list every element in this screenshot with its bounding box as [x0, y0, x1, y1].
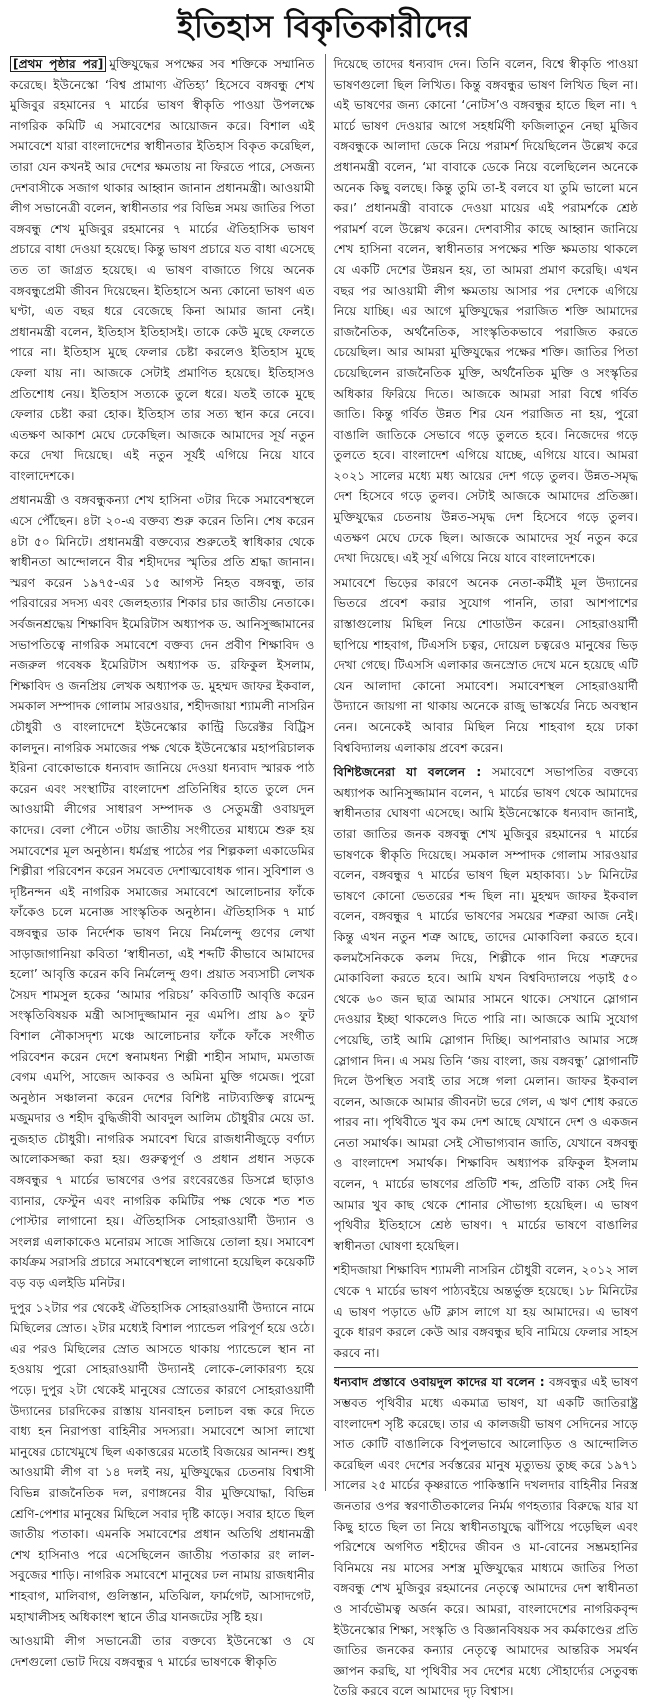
paragraph: দিয়েছে তাদের ধন্যবাদ দেন। তিনি বলেন, বিশ্বে স্বীকৃতি পাওয়া ভাষণগুলো ছিল লিখিত। কিন্তু বঙ্গবন্ধুর ভাষণ লিখিত ছিল না। এই ভাষণের জন্য কোনো ‘নোটস’ও বঙ্গবন্ধুর হাতে ছিল না। ৭ মার্চে ভাষণ দেওয়ার আগে সহধর্মিণী ফজিলাতুন নেছা মুজিব বঙ্গবন্ধুকে আলাদা ডেকে নিয়ে পরামর্শ দিয়েছিলেন উল্লেখ করে প্রধানমন্ত্রী বলেন, ‘মা বাবাকে ডেকে নিয়ে বলেছিলেন অনেকে অনেক কিছু বলছে। কিন্তু তুমি তা-ই বলবে যা তুমি ভালো মনে কর।’ প্রধানমন্ত্রী বাবাকে দেওয়া মায়ের এই পরামর্শকে শ্রেষ্ঠ পরামর্শ বলে উল্লেখ করেন। দেশবাসীর কাছে আহ্বান জানিয়ে শেখ হাসিনা বলেন, স্বাধীনতার সপক্ষের শক্তি ক্ষমতায় থাকলে যে একটি দেশের উন্নয়ন হয়, তা আমরা প্রমাণ করেছি। এখন বছর পর আওয়ামী লীগ ক্ষমতায় আসার পর দেশকে এগিয়ে নিয়ে যাচ্ছি। এর আগে মুক্তিযুদ্ধের পরাজিত শক্তি আমাদের রাজনৈতিক, অর্থনৈতিক, সাংস্কৃতিকভাবে পরাজিত করতে চেয়েছিল। আর আমরা মুক্তিযুদ্ধের পক্ষের শক্তি। জাতির পিতা চেয়েছিলেন রাজনৈতিক মুক্তি, অর্থনৈতিক মুক্তি ও সংস্কৃতির অধিকার ফিরিয়ে দিতে। আজকে আমরা সারা বিশ্বে গর্বিত জাতি। কিন্তু গর্বিত উন্নত শির যেন পরাজিত না হয়, পুরো বাঙালি জাতিকে সেভাবে গড়ে তুলতে হবে। নিজেদের গড়ে তুলতে হবে। বাংলাদেশ এগিয়ে যাচ্ছে, এগিয়ে যাবে। আমরা ২০২১ সালের মধ্যে মধ্য আয়ের দেশ গড়ে তুলব। উন্নত-সমৃদ্ধ দেশ হিসেবে গড়ে তুলব। সেটাই আজকে আমাদের প্রতিজ্ঞা। মুক্তিযুদ্ধের চেতনায় উন্নত-সমৃদ্ধ দেশ হিসেবে গড়ে তুলব। এতক্ষণ মেঘে ঢেকে ছিল। আজকে আমাদের সূর্য নতুন করে দেখা দিয়েছে। এই সূর্য এগিয়ে নিয়ে যাবে বাংলাদেশকে। [333, 57, 638, 566]
subheading: ধন্যবাদ প্রস্তাবে ওবায়দুল কাদের যা বলেন : [333, 1375, 545, 1390]
right-column [325, 54, 639, 1699]
left-column [10, 54, 315, 1669]
paragraph: আওয়ামী লীগ সভানেত্রী তার বক্তব্যে ইউনেস্কো ও যে দেশগুলো ভোট দিয়ে বঙ্গবন্ধুর ৭ মার্চের ভাষণকে স্বীকৃতি [10, 1634, 315, 1669]
paragraph-text: মুক্তিযুদ্ধের সপক্ষের সব শক্তিকে সম্মানিত করেছে। ইউনেস্কো ‘বিশ্ব প্রামাণ্য ঐতিহ্য’ হিসেবে বঙ্গবন্ধু শেখ মুজিবুর রহমানের ৭ মার্চের ভাষণ স্বীকৃতি পাওয়া উপলক্ষে নাগরিক কমিটি এ সমাবেশের আয়োজন করে। বিশাল এই সমাবেশে যারা বাংলাদেশের স্বাধীনতার ইতিহাস বিকৃত করেছিল, তারা যেন কখনই আর দেশের ক্ষমতায় না ফিরতে পারে, সেজন্য দেশবাসীকে সজাগ থাকার আহ্বান জানান প্রধানমন্ত্রী। আওয়ামী লীগ সভানেত্রী বলেন, স্বাধীনতার পর বিভিন্ন সময় জাতির পিতা বঙ্গবন্ধু শেখ মুজিবুর রহমানের ৭ মার্চের ঐতিহাসিক ভাষণ প্রচারে বাধা দেওয়া হয়েছে। কিন্তু ভাষণ প্রচারে যত বাধা এসেছে তত তা জাগ্রত হয়েছে। এ ভাষণ বাজাতে গিয়ে অনেক বঙ্গবন্ধুপ্রেমী জীবন দিয়েছেন। ইতিহাসে অন্য কোনো ভাষণ এত ঘণ্টা, এত বছর ধরে বেজেছে কিনা আমার জানা নেই। প্রধানমন্ত্রী বলেন, ইতিহাস ইতিহাসই। তাকে কেউ মুছে ফেলতে পারে না। ইতিহাস মুছে ফেলার চেষ্টা করলেও ইতিহাস মুছে ফেলা যায় না। আজকে সেটাই প্রমাণিত হয়েছে। ইতিহাসও প্রতিশোধ নেয়। ইতিহাস সত্যকে তুলে ধরে। যতই তাকে মুছে ফেলার চেষ্টা করা হোক। ইতিহাস তার সত্য স্থান করে নেবে। এতক্ষণ আকাশ মেঘে ঢেকেছিল। আজকে আমাদের সূর্য নতুন করে দেখা দিয়েছে। এই নতুন সূর্যই এগিয়ে নিয়ে যাবে বাংলাদেশকে। [10, 57, 315, 483]
paragraph [334, 1372, 639, 1702]
divider [334, 1367, 639, 1368]
paragraph-text: বঙ্গবন্ধুর এই ভাষণ সম্ভবত পৃথিবীর মধ্যে একমাত্র ভাষণ, যা একটি জাতিরাষ্ট্র বাংলাদেশ সৃষ্টি করেছে। তার এ কালজয়ী ভাষণ সেদিনের সাড়ে সাত কোটি বাঙালিকে বিপুলভাবে আলোড়িত ও আন্দোলিত করেছিল এবং দেশের সর্বস্তরের মানুষ মৃত্যুভয় তুচ্ছ করে ১৯৭১ সালের ২৫ মার্চের কৃষ্ণরাতে পাকিস্তানি দখলদার বাহিনীর নিরস্ত্র জনতার ওপর স্বরণাতীতকালের নির্মম গণহত্যার বিরুদ্ধে যার যা কিছু হাতে ছিল তা নিয়ে স্বাধীনতাযুদ্ধে ঝাঁপিয়ে পড়েছিল এবং পরিশেষে অগণিত শহীদের জীবন ও মা-বোনের সম্ভ্রমহানির বিনিময়ে নয় মাসের সশস্ত্র মুক্তিযুদ্ধের মাধ্যমে জাতির পিতা বঙ্গবন্ধু শেখ মুজিবুর রহমানের নেতৃত্বে আমাদের দেশ স্বাধীনতা ও সার্বভৌমত্ব অর্জন করে। আমরা, বাংলাদেশের নাগরিকবৃন্দ ইউনেস্কোর শিক্ষা, সংস্কৃতি ও বিজ্ঞানবিষয়ক সব কর্মকাণ্ডের প্রতি জাতির জনকের কন্যার নেতৃত্বে আমাদের আন্তরিক সমর্থন জ্ঞাপন করছি, যা পৃথিবীর সব দেশের মধ্যে সৌহার্দ্যের সেতুবন্ধ তৈরি করবে বলে আমাদের দৃঢ় বিশ্বাস। [333, 1375, 638, 1699]
paragraph [334, 762, 639, 1256]
headline: ইতিহাস বিকৃতিকারীদের [177, 9, 471, 45]
continuation-label: [প্রথম পৃষ্ঠার পর] [10, 56, 106, 72]
paragraph: শহীদজায়া শিক্ষাবিদ শ্যামলী নাসরিন চৌধুরী বলেন, ২০১২ সাল থেকে ৭ মার্চের ভাষণ পাঠ্যবইয়ে অন্তর্ভুক্ত হয়েছে। ১৮ মিনিটের এ ভাষণ পড়াতে ৬টি ক্লাস লাগে যা হয় আমাদের। এ ভাষণ বুকে ধারণ করলে কেউ আর বঙ্গবন্ধুর ছবি নামিয়ে ফেলার সাহস করবে না। [333, 1263, 638, 1360]
paragraph: প্রধানমন্ত্রী ও বঙ্গবন্ধুকন্যা শেখ হাসিনা ৩টার দিকে সমাবেশস্থলে এসে পৌঁছেন। ৪টা ২০-এ বক্তব্য শুরু করেন তিনি। শেষ করেন ৪টা ৫০ মিনিটে। প্রধানমন্ত্রী বক্তব্যের শুরুতেই স্বাধিকার থেকে স্বাধীনতা আন্দোলনে বীর শহীদদের স্মৃতির প্রতি শ্রদ্ধা জানান। স্মরণ করেন ১৯৭৫-এর ১৫ আগস্ট নিহত বঙ্গবন্ধু, তার পরিবারের সদস্য এবং জেলহত্যার শিকার চার জাতীয় নেতাকে। সর্বজনশ্রদ্ধেয় শিক্ষাবিদ ইমেরিটাস অধ্যাপক ড. আনিসুজ্জামানের সভাপতিত্বে নাগরিক সমাবেশে বক্তব্য দেন প্রবীণ শিক্ষাবিদ ও নজরুল গবেষক ইমেরিটাস অধ্যাপক ড. রফিকুল ইসলাম, শিক্ষাবিদ ও জনপ্রিয় লেখক অধ্যাপক ড. মুহম্মদ জাফর ইকবাল, সমকাল সম্পাদক গোলাম সারওয়ার, শহীদজায়া শ্যামলী নাসরিন চৌধুরী ও বাংলাদেশে ইউনেস্কোর কান্ট্রি ডিরেক্টর বিট্রিস কালদুন। নাগরিক সমাজের পক্ষ থেকে ইউনেস্কোর মহাপরিচালক ইরিনা বোকোভাকে ধন্যবাদ জানিয়ে দেওয়া ধন্যবাদ স্মারক পাঠ করেন এবং সংস্থাটির বাংলাদেশ প্রতিনিধির হাতে তুলে দেন আওয়ামী লীগের সাধারণ সম্পাদক ও সেতুমন্ত্রী ওবায়দুল কাদের। বেলা পৌনে ৩টায় জাতীয় সংগীতের মাধ্যমে শুরু হয় সমাবেশের মূল অনুষ্ঠান। ধর্মগ্রন্থ পাঠের পর শিল্পকলা একাডেমির শিল্পীরা পরিবেশন করেন সমবেত দেশাত্মবোধক গান। সুবিশাল ও দৃষ্টিনন্দন এই নাগরিক সমাজের সমাবেশে আলোচনার ফাঁকে ফাঁকেও চলে মনোজ্ঞ সাংস্কৃতিক অনুষ্ঠান। ঐতিহাসিক ৭ মার্চ বঙ্গবন্ধুর ডাক নির্দেশক ভাষণ নিয়ে নির্মলেন্দু গুণের লেখা সাড়াজাগানিয়া কবিতা ‘স্বাধীনতা, এই শব্দটি কীভাবে আমাদের হলো’ আবৃত্তি করেন কবি নির্মলেন্দু গুণ। প্রয়াত সব্যসাচী লেখক সৈয়দ শামসুল হকের ‘আমার পরিচয়’ কবিতাটি আবৃত্তি করেন সংস্কৃতিবিষয়ক মন্ত্রী আসাদুজ্জামান নূর এমপি। প্রায় ৯০ ফুট বিশাল নৌকাসদৃশ্য মঞ্চে আলোচনার ফাঁকে ফাঁকে সংগীত পরিবেশন করেন দেশে স্বনামধন্য শিল্পী শাহীন সামাদ, মমতাজ বেগম এমপি, সাজেদ আকবর ও অমিনা মুক্তি গমেজ। পুরো অনুষ্ঠান সঞ্চালনা করেন দেশের বিশিষ্ট নাট্যব্যক্তিত্ব রামেন্দু মজুমদার ও শহীদ বুদ্ধিজীবী আবদুল আলিম চৌধুরীর মেয়ে ডা. নুজহাত চৌধুরী। নাগরিক সমাবেশ ঘিরে রাজধানীজুড়ে বর্ণাঢ্য আলোকসজ্জা করা হয়। গুরুত্বপূর্ণ ও প্রধান প্রধান সড়কে বঙ্গবন্ধুর ৭ মার্চের ভাষণের ওপর রংবেরঙের ডিসপ্লে ছাড়াও ব্যানার, ফেস্টুন এবং নাগরিক কমিটির পক্ষ থেকে শত শত পোস্টার লাগানো হয়। ঐতিহাসিক সোহরাওয়ার্দী উদ্যান ও সংলগ্ন এলাকাকেও মনোরম সাজে সাজিয়ে তোলা হয়। সমাবেশ কার্যক্রম সরাসরি প্রচারে সমাবেশস্থলে লাগানো হয়েছিল কয়েকটি বড় বড় এলইডি মনিটর। [10, 493, 315, 1291]
paragraph: সমাবেশে ভিড়ের কারণে অনেক নেতা-কর্মীই মূল উদ্যানের ভিতরে প্রবেশ করার সুযোগ পাননি, তারা আশপাশের রাস্তাগুলোয় মিছিল নিয়ে শোডাউন করেন। সোহরাওয়ার্দী ছাপিয়ে শাহবাগ, টিএসসি চত্বর, দোয়েল চত্বরেও মানুষের ভিড় দেখা গেছে। টিএসসি এলাকার জনস্রোত দেখে মনে হয়েছে এটি যেন আলাদা কোনো সমাবেশ। সমাবেশস্থল সোহরাওয়ার্দী উদ্যানে জায়গা না থাকায় অনেকে রাজু ভাস্কর্যের নিচে অবস্থান নেন। অনেকেই আবার মিছিল নিয়ে শাহবাগ হয়ে ঢাকা বিশ্ববিদ্যালয় এলাকায় প্রবেশ করেন। [333, 575, 638, 755]
paragraph: দুপুর ১২টার পর থেকেই ঐতিহাসিক সোহরাওয়ার্দী উদ্যানে নামে মিছিলের স্রোত। ২টার মধ্যেই বিশাল প্যান্ডেল পরিপূর্ণ হয়ে ওঠে। এর পরও মিছিলের স্রোত আসতে থাকায় প্যান্ডেলে স্থান না হওয়ায় পুরো সোহরাওয়ার্দী উদ্যানই লোকে-লোকারণ্য হয়ে পড়ে। দুপুর ২টা থেকেই মানুষের স্রোতের কারণে সোহরাওয়ার্দী উদ্যানের চারদিকের রাস্তায় যানবাহন চলাচল বন্ধ করে দিতে বাধ্য হন নিরাপত্তা বাহিনীর সদস্যরা। সমাবেশে আসা লাখো মানুষের চোখেমুখে ছিল একাত্তরের মতোই বিজয়ের আনন্দ। শুধু আওয়ামী লীগ বা ১৪ দলই নয়, মুক্তিযুদ্ধের চেতনায় বিশ্বাসী বিভিন্ন রাজনৈতিক দল, রণাঙ্গনের বীর মুক্তিযোদ্ধা, বিভিন্ন শ্রেণি-পেশার মানুষের মিছিলে সবার দৃষ্টি কাড়ে। সবার হাতে ছিল জাতীয় পতাকা। এমনকি সমাবেশের প্রধান অতিথি প্রধানমন্ত্রী শেখ হাসিনাও পরে এসেছিলেন জাতীয় পতাকার রং লাল-সবুজের শাড়ি। নাগরিক সমাবেশে মানুষের ঢল নামায় রাজধানীর শাহবাগ, মালিবাগ, গুলিস্তান, মতিঝিল, ফার্মগেট, আসাদগেট, মহাখালীসহ অধিকাংশ স্থানে তীব্র যানজটের সৃষ্টি হয়। [10, 1300, 315, 1624]
article-body [10, 54, 639, 1699]
subheading: বিশিষ্টজনেরা যা বললেন : [333, 765, 482, 780]
paragraph-text: সমাবেশে সভাপতির বক্তব্যে অধ্যাপক আনিসুজ্জামান বলেন, ৭ মার্চের ভাষণ থেকে আমাদের স্বাধীনতার ঘোষণা এসেছে। আমি ইউনেস্কোকে ধন্যবাদ জানাই, তারা জাতির জনক বঙ্গবন্ধু শেখ মুজিবুর রহমানের ৭ মার্চের ভাষণকে স্বীকৃতি দিয়েছে। সমকাল সম্পাদক গোলাম সারওয়ার বলেন, বঙ্গবন্ধুর ৭ মার্চের ভাষণ ছিল মহাকাব্য। ১৮ মিনিটের ভাষণে কোনো ভেতরের শব্দ ছিল না। মুহম্মদ জাফর ইকবাল বলেন, বঙ্গবন্ধুর ৭ মার্চের ভাষণের সময়ের শত্রুরা আজ নেই। কিন্তু এখন নতুন শত্রু আছে, তাদের মোকাবিলা করতে হবে। কলমসৈনিককে কলম দিয়ে, শিল্পীকে গান দিয়ে শত্রুদের মোকাবিলা করতে হবে। আমি যখন বিশ্ববিদ্যালয়ে পড়াই ৫০ থেকে ৬০ জন ছাত্র আমার সামনে থাকে। সেখানে স্লোগান দেওয়ার ইচ্ছা থাকলেও দিতে পারি না। আজকে আমি সুযোগ পেয়েছি, তাই আমি স্লোগান দিচ্ছি। আপনারাও আমার সঙ্গে স্লোগান দিন। এ সময় তিনি ‘জয় বাংলা, জয় বঙ্গবন্ধু’ স্লোগানটি দিলে উপস্থিত সবাই তার সঙ্গে গলা মেলান। জাফর ইকবাল বলেন, আজকে আমার জীবনটা ভরে গেল, এ ঋণ শোধ করতে পারব না। পৃথিবীতে খুব কম দেশ আছে যেখানে দেশ ও একজন নেতা সমার্থক। আমরা সেই সৌভাগ্যবান জাতি, যেখানে বঙ্গবন্ধু ও বাংলাদেশ সমার্থক। শিক্ষাবিদ অধ্যাপক রফিকুল ইসলাম বলেন, ৭ মার্চের ভাষণের প্রতিটি শব্দ, প্রতিটি বাক্য সেই দিন আমার খুব কাছ থেকে শোনার সৌভাগ্য হয়েছিল। এ ভাষণ পৃথিবীর ইতিহাসে শ্রেষ্ঠ ভাষণ। ৭ মার্চের ভাষণে বাঙালির স্বাধীনতা ঘোষণা হয়েছিল। [333, 765, 639, 1253]
paragraph [10, 54, 315, 486]
